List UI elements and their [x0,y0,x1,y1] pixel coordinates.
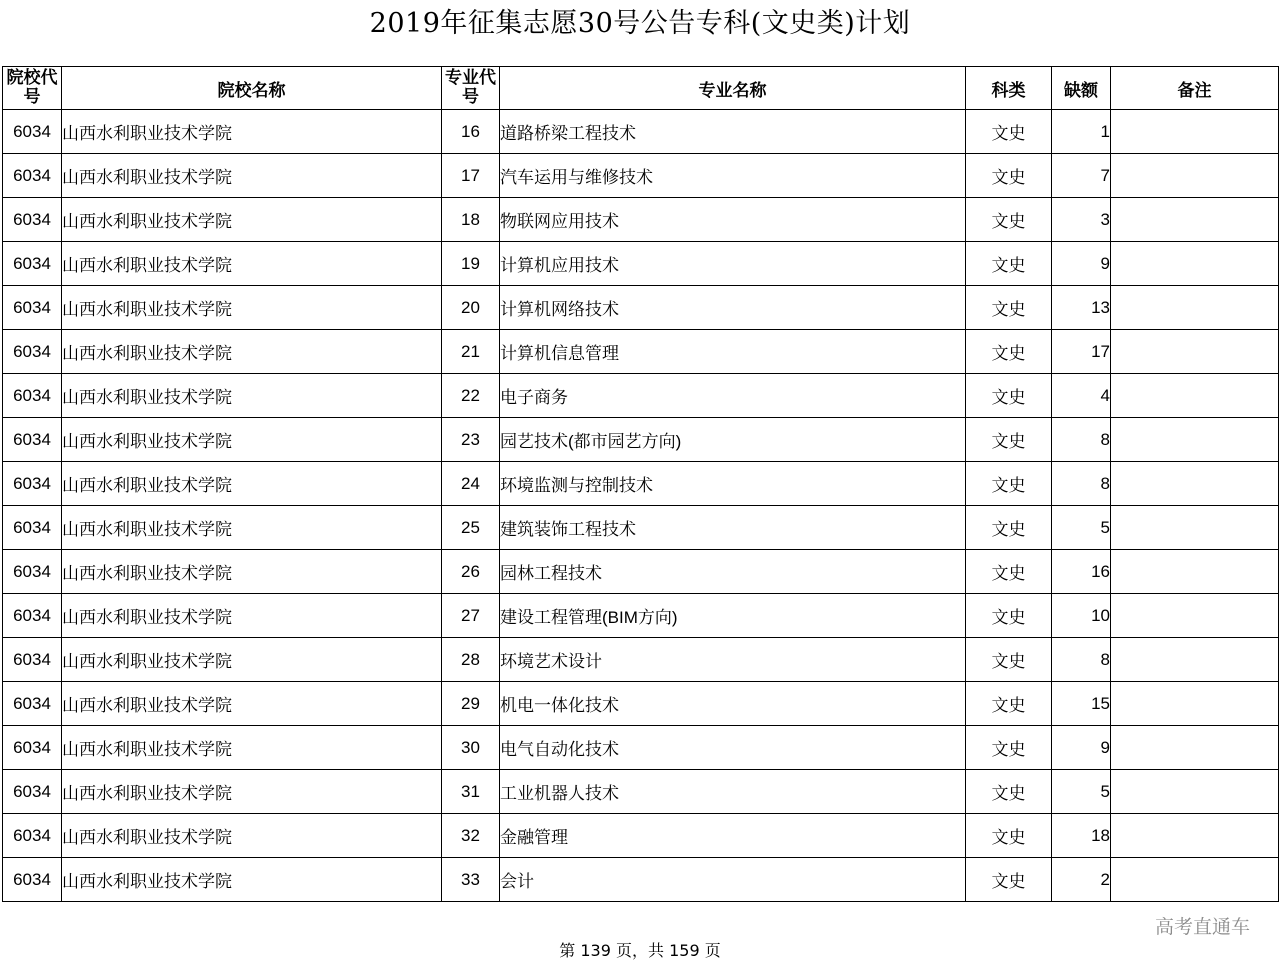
cell-quota: 8 [1052,418,1111,462]
cell-category: 文史 [966,198,1052,242]
cell-category: 文史 [966,550,1052,594]
cell-major-name: 物联网应用技术 [500,198,966,242]
cell-category: 文史 [966,594,1052,638]
cell-major-code: 22 [442,374,500,418]
cell-school-name: 山西水利职业技术学院 [62,638,442,682]
cell-quota: 10 [1052,594,1111,638]
cell-major-code: 28 [442,638,500,682]
table-row [3,550,1279,594]
cell-school-name: 山西水利职业技术学院 [62,418,442,462]
cell-note [1111,638,1279,682]
header-major-name: 专业名称 [500,67,966,110]
cell-quota: 8 [1052,462,1111,506]
cell-major-code: 31 [442,770,500,814]
cell-note [1111,594,1279,638]
cell-school-code: 6034 [3,462,62,506]
cell-school-name: 山西水利职业技术学院 [62,462,442,506]
header-school-name: 院校名称 [62,67,442,110]
cell-major-code: 25 [442,506,500,550]
cell-school-code: 6034 [3,814,62,858]
cell-quota: 1 [1052,110,1111,154]
table-row [3,374,1279,418]
plan-table [2,66,1279,902]
table-row [3,242,1279,286]
cell-note [1111,726,1279,770]
cell-school-name: 山西水利职业技术学院 [62,242,442,286]
cell-quota: 5 [1052,770,1111,814]
cell-category: 文史 [966,814,1052,858]
cell-school-name: 山西水利职业技术学院 [62,330,442,374]
cell-category: 文史 [966,154,1052,198]
table-body [3,110,1279,902]
table-row [3,330,1279,374]
cell-school-code: 6034 [3,726,62,770]
cell-school-name: 山西水利职业技术学院 [62,814,442,858]
table-row [3,110,1279,154]
cell-major-code: 26 [442,550,500,594]
header-school-code: 院校代号 [3,67,62,110]
cell-category: 文史 [966,374,1052,418]
cell-school-code: 6034 [3,198,62,242]
cell-major-code: 19 [442,242,500,286]
cell-category: 文史 [966,682,1052,726]
cell-major-name: 计算机应用技术 [500,242,966,286]
table-row [3,638,1279,682]
page-title: 2019年征集志愿30号公告专科(文史类)计划 [369,8,911,39]
cell-quota: 8 [1052,638,1111,682]
cell-quota: 9 [1052,242,1111,286]
cell-category: 文史 [966,418,1052,462]
cell-major-name: 计算机信息管理 [500,330,966,374]
table-row [3,594,1279,638]
page-footer: 第 139 页，共 159 页 [559,941,721,960]
cell-school-code: 6034 [3,550,62,594]
cell-major-name: 电子商务 [500,374,966,418]
cell-note [1111,462,1279,506]
table-row [3,506,1279,550]
cell-major-code: 27 [442,594,500,638]
cell-major-name: 环境监测与控制技术 [500,462,966,506]
cell-quota: 2 [1052,858,1111,902]
cell-note [1111,858,1279,902]
header-category: 科类 [966,67,1052,110]
cell-major-name: 电气自动化技术 [500,726,966,770]
cell-school-code: 6034 [3,330,62,374]
cell-major-name: 会计 [500,858,966,902]
table-row [3,858,1279,902]
cell-major-code: 21 [442,330,500,374]
cell-major-name: 汽车运用与维修技术 [500,154,966,198]
cell-major-name: 金融管理 [500,814,966,858]
watermark: 高考直通车 [1154,916,1250,938]
cell-school-name: 山西水利职业技术学院 [62,110,442,154]
cell-note [1111,506,1279,550]
table-row [3,682,1279,726]
cell-note [1111,418,1279,462]
cell-category: 文史 [966,770,1052,814]
cell-quota: 5 [1052,506,1111,550]
cell-school-name: 山西水利职业技术学院 [62,374,442,418]
table-row [3,814,1279,858]
cell-school-code: 6034 [3,242,62,286]
cell-quota: 9 [1052,726,1111,770]
cell-category: 文史 [966,638,1052,682]
cell-category: 文史 [966,110,1052,154]
cell-school-name: 山西水利职业技术学院 [62,682,442,726]
cell-major-code: 18 [442,198,500,242]
header-major-code: 专业代号 [442,67,500,110]
cell-major-code: 29 [442,682,500,726]
cell-note [1111,198,1279,242]
cell-quota: 17 [1052,330,1111,374]
cell-category: 文史 [966,330,1052,374]
cell-school-code: 6034 [3,638,62,682]
cell-school-name: 山西水利职业技术学院 [62,154,442,198]
cell-category: 文史 [966,506,1052,550]
cell-school-name: 山西水利职业技术学院 [62,726,442,770]
header-quota: 缺额 [1052,67,1111,110]
cell-school-name: 山西水利职业技术学院 [62,550,442,594]
cell-major-name: 园林工程技术 [500,550,966,594]
cell-note [1111,330,1279,374]
cell-quota: 3 [1052,198,1111,242]
cell-school-code: 6034 [3,110,62,154]
cell-major-name: 工业机器人技术 [500,770,966,814]
cell-major-code: 32 [442,814,500,858]
cell-category: 文史 [966,286,1052,330]
cell-note [1111,550,1279,594]
cell-school-code: 6034 [3,374,62,418]
table-row [3,770,1279,814]
cell-major-name: 机电一体化技术 [500,682,966,726]
cell-major-code: 17 [442,154,500,198]
cell-major-name: 建筑装饰工程技术 [500,506,966,550]
cell-category: 文史 [966,242,1052,286]
header-note: 备注 [1111,67,1279,110]
cell-major-code: 24 [442,462,500,506]
cell-note [1111,286,1279,330]
cell-school-code: 6034 [3,506,62,550]
cell-school-code: 6034 [3,682,62,726]
cell-school-code: 6034 [3,154,62,198]
cell-category: 文史 [966,726,1052,770]
cell-major-name: 园艺技术(都市园艺方向) [500,418,966,462]
cell-major-code: 33 [442,858,500,902]
cell-quota: 15 [1052,682,1111,726]
cell-note [1111,154,1279,198]
cell-school-code: 6034 [3,858,62,902]
cell-major-code: 30 [442,726,500,770]
cell-school-name: 山西水利职业技术学院 [62,506,442,550]
cell-school-name: 山西水利职业技术学院 [62,858,442,902]
cell-school-code: 6034 [3,594,62,638]
cell-school-code: 6034 [3,418,62,462]
cell-major-code: 23 [442,418,500,462]
cell-note [1111,110,1279,154]
cell-note [1111,814,1279,858]
cell-major-code: 16 [442,110,500,154]
cell-category: 文史 [966,858,1052,902]
cell-major-name: 道路桥梁工程技术 [500,110,966,154]
cell-major-name: 计算机网络技术 [500,286,966,330]
cell-school-name: 山西水利职业技术学院 [62,770,442,814]
cell-note [1111,374,1279,418]
table-row [3,418,1279,462]
cell-quota: 4 [1052,374,1111,418]
cell-quota: 13 [1052,286,1111,330]
cell-quota: 7 [1052,154,1111,198]
header-row [3,67,1279,110]
cell-major-code: 20 [442,286,500,330]
table-row [3,462,1279,506]
cell-category: 文史 [966,462,1052,506]
cell-quota: 16 [1052,550,1111,594]
cell-school-name: 山西水利职业技术学院 [62,286,442,330]
cell-major-name: 建设工程管理(BIM方向) [500,594,966,638]
cell-school-code: 6034 [3,286,62,330]
cell-note [1111,682,1279,726]
table-row [3,198,1279,242]
cell-quota: 18 [1052,814,1111,858]
cell-school-code: 6034 [3,770,62,814]
cell-school-name: 山西水利职业技术学院 [62,594,442,638]
cell-major-name: 环境艺术设计 [500,638,966,682]
cell-school-name: 山西水利职业技术学院 [62,198,442,242]
table-row [3,726,1279,770]
cell-note [1111,770,1279,814]
table-row [3,286,1279,330]
table-row [3,154,1279,198]
cell-note [1111,242,1279,286]
